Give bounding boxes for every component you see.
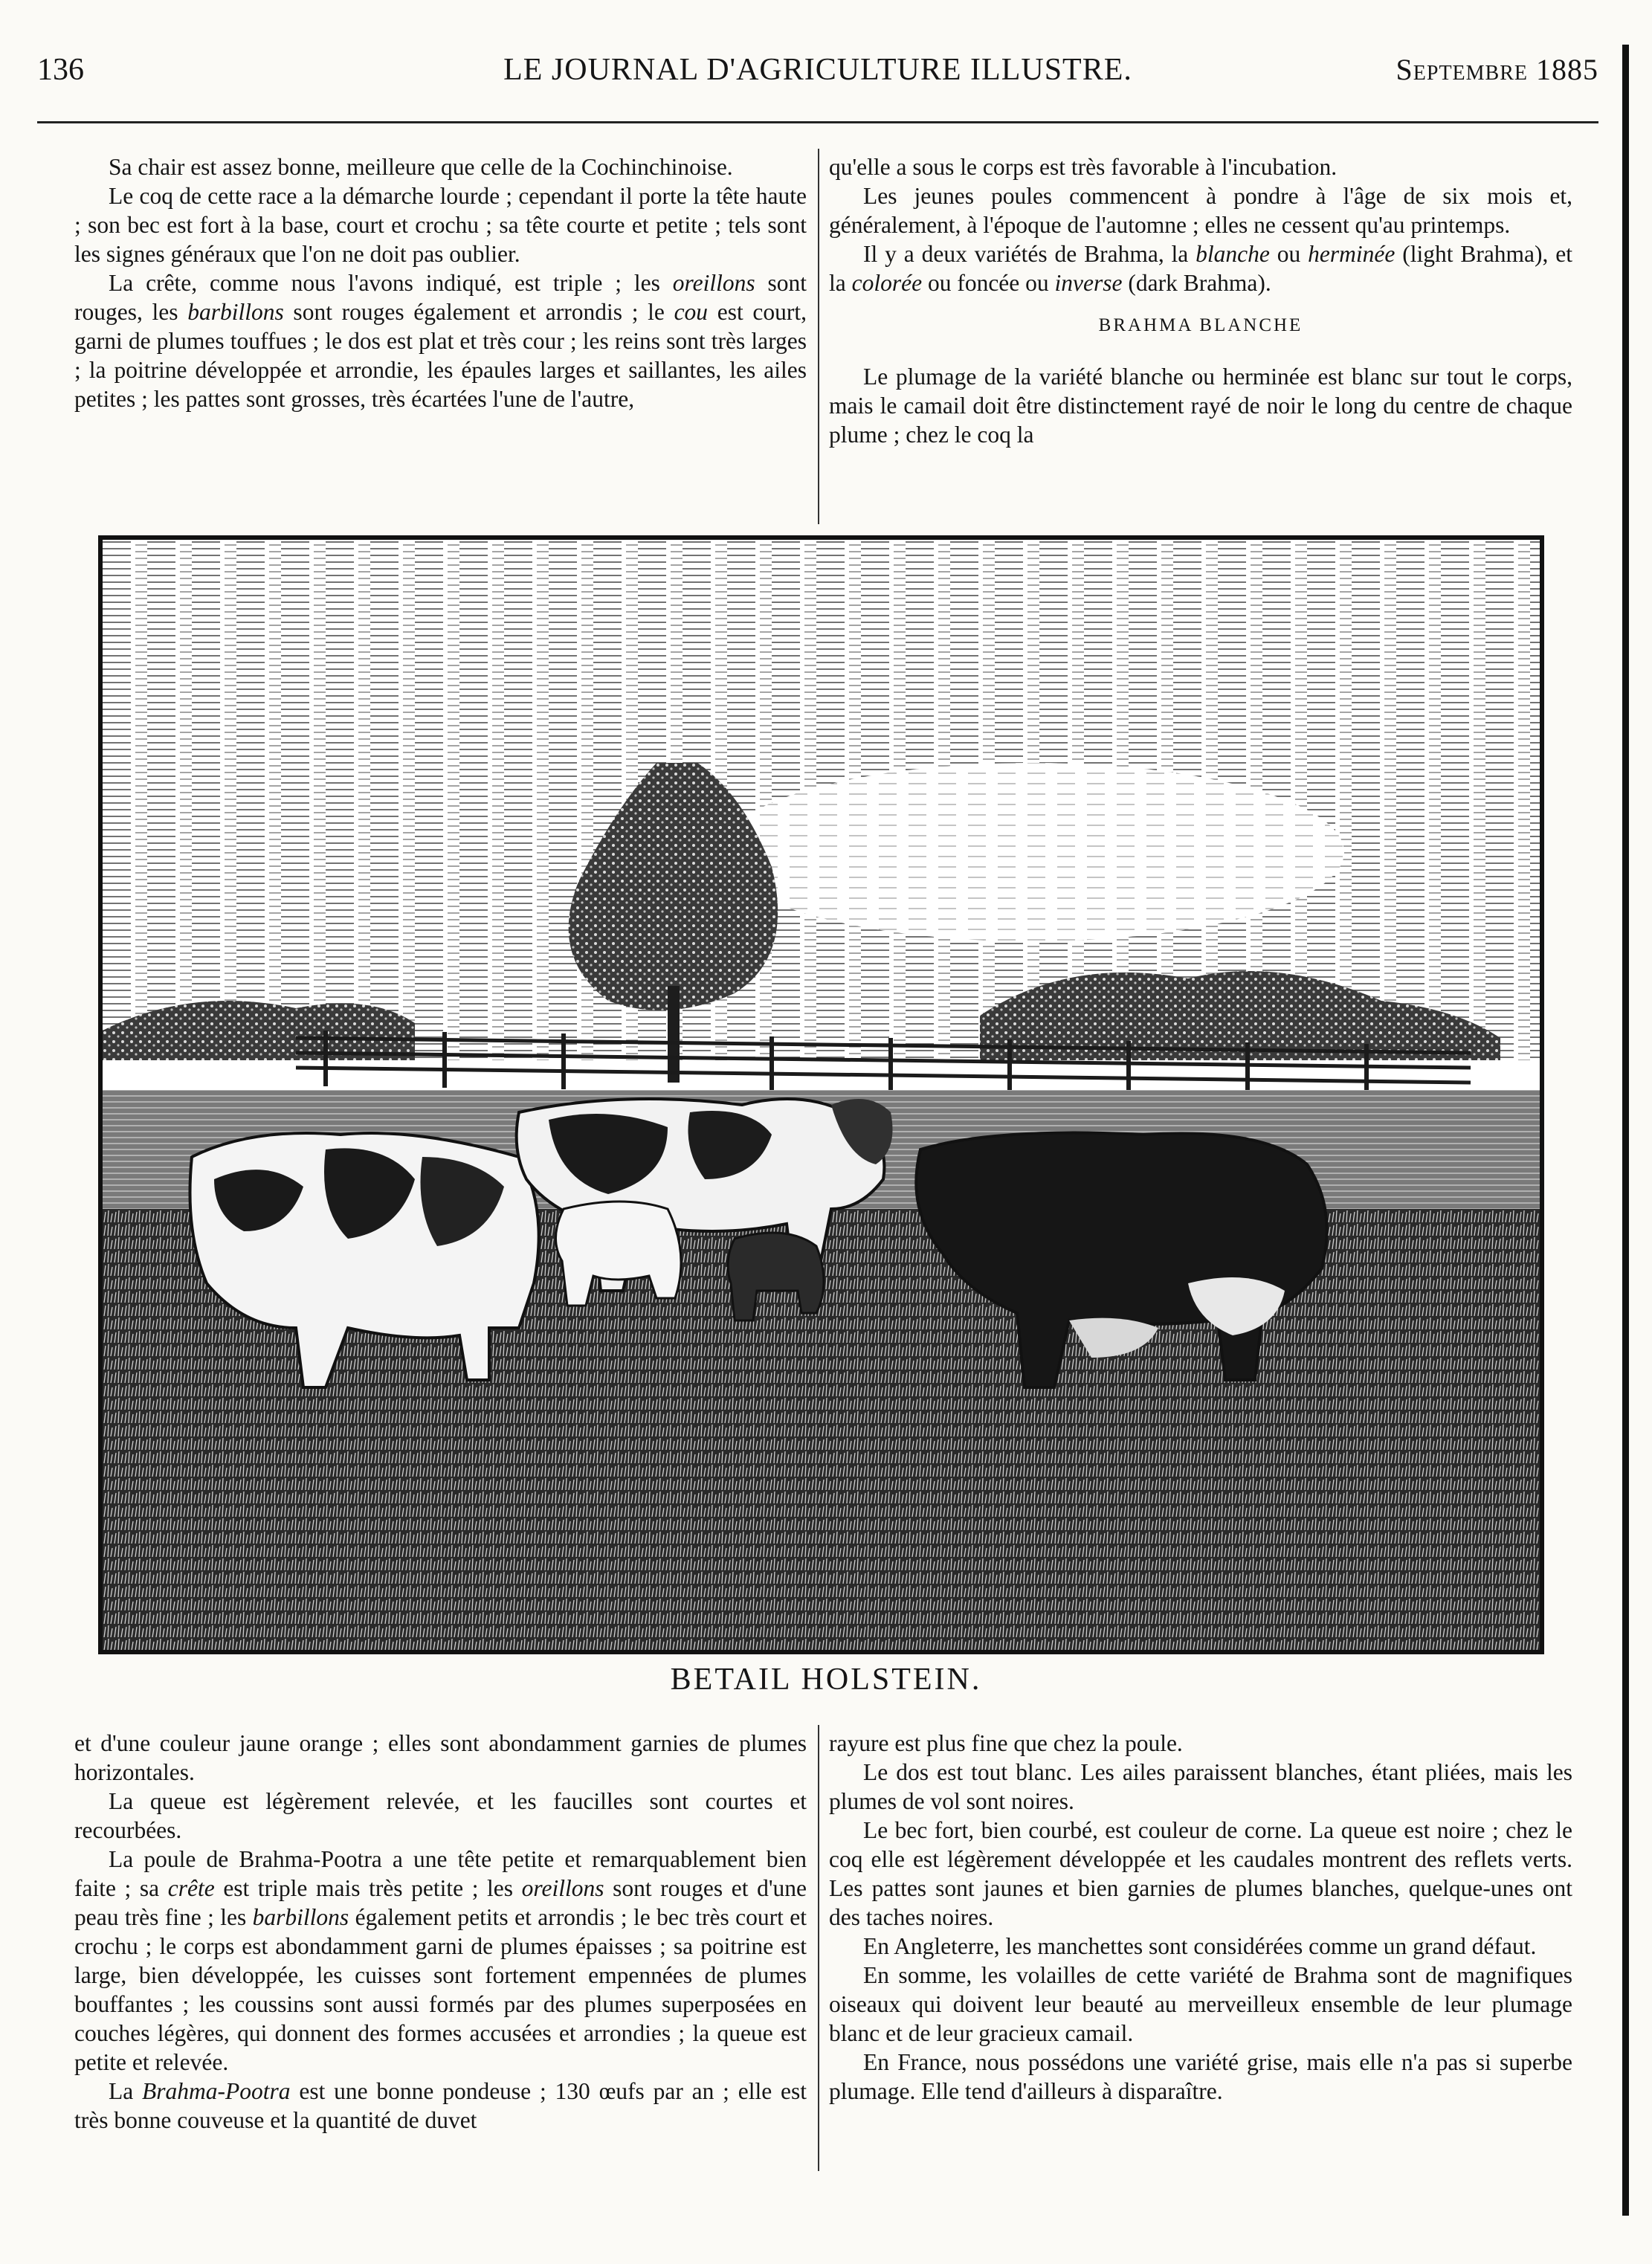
- column-separator: [818, 1725, 819, 2171]
- paragraph: En Angleterre, les manchettes sont considérées comme un grand défaut.: [863, 1933, 1537, 1959]
- paragraph: Le coq de cette race a la démarche lourde ; cependant il porte la tête haute ; son bec est fort à la base, court et crochu ; sa tête courte et petite ; tels sont les signes généraux que l'on ne doit pas oublier.: [74, 183, 807, 267]
- journal-title: LE JOURNAL D'AGRICULTURE ILLUSTRE.: [503, 53, 1132, 87]
- bottom-left-column: [74, 1729, 807, 2135]
- paragraph: Sa chair est assez bonne, meilleure que celle de la Cochinchinoise.: [109, 154, 733, 180]
- page-header: [37, 52, 1598, 97]
- paragraph: La crête, comme nous l'avons indiqué, est triple ; les oreillons sont rouges, les barbillons sont rouges également et arrondis ; le cou est court, garni de plumes touffues ; le dos est plat et très cour ; les reins sont très larges ; la poitrine développée et arrondie, les épaules larges et saillantes, les ailes petites ; les pattes sont grosses, très écartées l'une de l'autre,: [74, 270, 807, 412]
- holstein-cattle-engraving: [98, 535, 1544, 1654]
- paragraph: La Brahma-Pootra est une bonne pondeuse ; 130 œufs par an ; elle est très bonne couveuse et la quantité de duvet: [74, 2078, 807, 2133]
- section-heading: BRAHMA BLANCHE: [1098, 315, 1303, 335]
- page-number: 136: [37, 53, 84, 87]
- paragraph: Il y a deux variétés de Brahma, la blanche ou herminée (light Brahma), et la colorée ou foncée ou inverse (dark Brahma).: [829, 241, 1573, 296]
- paragraph: En France, nous possédons une variété grise, mais elle n'a pas si superbe plumage. Elle tend d'ailleurs à disparaître.: [829, 2049, 1572, 2104]
- paragraph: Le plumage de la variété blanche ou herminée est blanc sur tout le corps, mais le camail doit être distinctement rayé de noir le long du centre de chaque plume ; chez le coq la: [829, 364, 1572, 448]
- paragraph: Le dos est tout blanc. Les ailes paraissent blanches, étant pliées, mais les plumes de vol sont noires.: [829, 1759, 1572, 1814]
- paragraph: La queue est légèrement relevée, et les faucilles sont courtes et recourbées.: [74, 1788, 807, 1843]
- paragraph: rayure est plus fine que chez la poule.: [829, 1730, 1183, 1756]
- paragraph: Le bec fort, bien courbé, est couleur de corne. La queue est noire ; chez le coq elle est légèrement développée et les caudales montrent des reflets verts. Les pattes sont jaunes et bien garnies de plumes blanches, quelque-unes ont des taches noires.: [829, 1817, 1572, 1930]
- top-right-column: [829, 152, 1572, 449]
- illustration-caption: BETAIL HOLSTEIN.: [670, 1662, 982, 1697]
- top-left-column: [74, 152, 807, 413]
- paragraph: La poule de Brahma-Pootra a une tête petite et remarquablement bien faite ; sa crête est triple mais très petite ; les oreillons sont rouges et d'une peau très fine ; les barbillons également petits et arrondis ; le bec très court et crochu ; le corps est abondamment garni de plumes épaisses ; sa poitrine est large, bien développée, les cuisses sont fortement empennées de plumes bouffantes ; les coussins sont aussi formés par des plumes superposées en couches légères, qui donnent des formes accusées et arrondies ; la queue est petite et relevée.: [74, 1846, 807, 2075]
- column-separator: [818, 149, 819, 524]
- header-rule: [37, 121, 1598, 123]
- page-edge-line: [1622, 45, 1629, 2216]
- bottom-right-column: [829, 1729, 1572, 2106]
- paragraph: En somme, les volailles de cette variété de Brahma sont de magnifiques oiseaux qui doivent leur beauté au merveilleux ensemble de leur plumage blanc et de leur gracieux camail.: [829, 1962, 1572, 2046]
- paragraph: et d'une couleur jaune orange ; elles sont abondamment garnies de plumes horizontales.: [74, 1730, 807, 1785]
- paragraph: Les jeunes poules commencent à pondre à l'âge de six mois et, généralement, à l'époque de l'automne ; elles ne cessent qu'au printemps.: [829, 183, 1572, 238]
- engraving-picture: [103, 540, 1540, 1650]
- paragraph: qu'elle a sous le corps est très favorable à l'incubation.: [829, 154, 1338, 180]
- issue-date: Septembre 1885: [1396, 53, 1598, 86]
